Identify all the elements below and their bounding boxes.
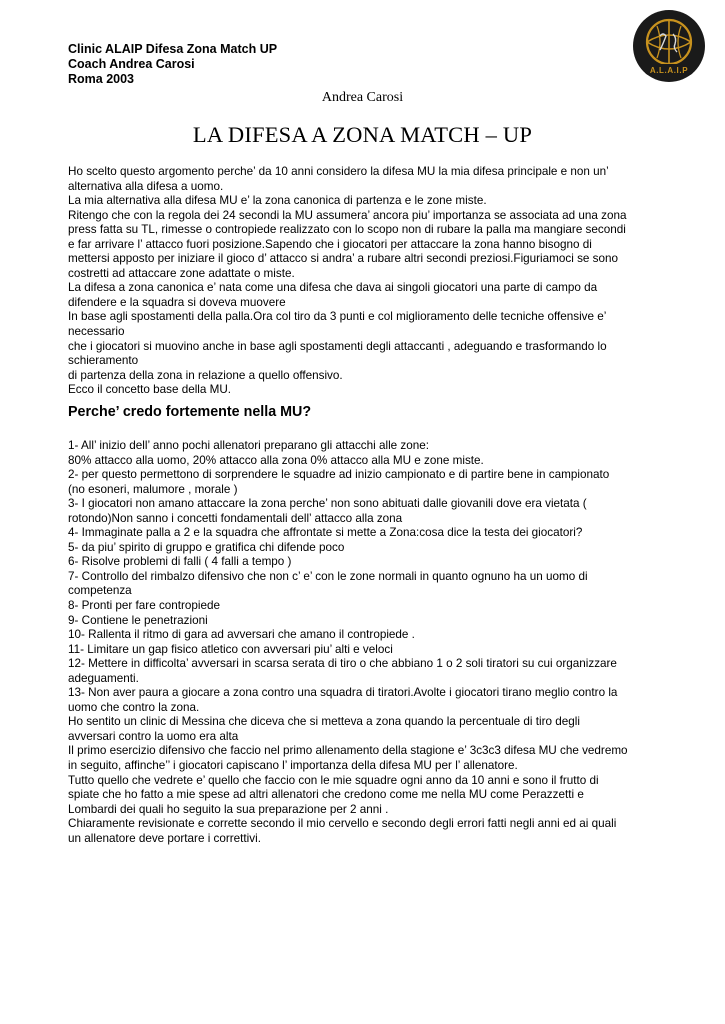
body-text-line: spiate che ho fatto a mie spese ad altri allenatori che credono come me nella MU come Perazzetti e	[68, 788, 584, 802]
intro-text-line: La difesa a zona canonica e’ nata come una difesa che dava ai singoli giocatori una parte di campo da	[68, 281, 598, 295]
intro-text-line: alternativa alla difesa a uomo.	[68, 179, 224, 193]
body-text-line: rotondo)Non sanno i concetti fondamentali dell’ attacco alla zona	[68, 511, 403, 525]
alaip-logo	[633, 10, 705, 82]
body-text-line: uomo che contro la zona.	[68, 700, 200, 714]
intro-text-line: che i giocatori si muovino anche in base agli spostamenti degli attaccanti , adeguando e trasformando lo	[68, 339, 607, 353]
alaip-basketball-logo-icon	[633, 10, 705, 82]
body-text-line: Chiaramente revisionate e corrette secondo il mio cervello e secondo degli errori fatti negli anni ed ai quali	[68, 817, 617, 831]
document-header	[68, 42, 277, 87]
body-text-line: Ho sentito un clinic di Messina che diceva che si metteva a zona quando la percentuale di tiro degli	[68, 715, 580, 729]
body-text-line: competenza	[68, 584, 132, 598]
body-text-line: 13- Non aver paura a giocare a zona contro una squadra di tiratori.Avolte i giocatori tirano meglio contro la	[68, 686, 618, 700]
intro-text-line: e far arrivare l’ attacco fuori posizione.Sapendo che i giocatori per attaccare la zona hanno bisogno di	[68, 237, 592, 251]
header-place-year: Roma 2003	[68, 72, 135, 86]
intro-text-line: Ho scelto questo argomento perche’ da 10 anni considero la difesa MU la mia difesa principale e non un’	[68, 165, 609, 178]
body-text-line: 1- All’ inizio dell’ anno pochi allenatori preparano gli attacchi alle zone:	[68, 439, 430, 452]
body-text-line: 12- Mettere in difficolta’ avversari in scarsa serata di tiro o che abbiano 1 o 2 soli tiratori su cui organizzare	[68, 657, 617, 671]
body-text-line: 4- Immaginate palla a 2 e la squadra che affrontate si mette a Zona:cosa dice la testa dei giocatori?	[68, 526, 583, 540]
intro-text-line: Ecco il concetto base della MU.	[68, 383, 232, 397]
intro-text-line: press fatta su TL, rimesse o contropiede realizzato con lo scopo non di rubare la palla ma mangiare secondi	[68, 223, 626, 237]
intro-text-line: Ritengo che con la regola dei 24 secondi la MU assumera’ ancora piu’ importanza se associata ad una zona	[68, 208, 627, 222]
body-text-line: avversari contro la uomo era alta	[68, 729, 239, 743]
body-text-line: (no esoneri, malumore , morale )	[68, 482, 238, 496]
document-title: LA DIFESA A ZONA MATCH – UP	[192, 122, 533, 147]
body-text-line: Lombardi dei quali ho seguito la sua preparazione per 2 anni .	[68, 802, 389, 816]
intro-text-line: costretti ad attaccare zone adattate o miste.	[68, 266, 295, 280]
body-text-line: in seguito, affinche’’ i giocatori capiscano l’ importanza della difesa MU per l’ allenatore.	[68, 759, 518, 773]
header-clinic-title: Clinic ALAIP Difesa Zona Match UP	[68, 42, 278, 56]
intro-paragraph	[68, 165, 658, 398]
body-text-line: un allenatore deve portare i correttivi.	[68, 831, 261, 845]
body-text-line: 6- Risolve problemi di falli ( 4 falli a tempo )	[68, 555, 292, 569]
intro-text-line: mettersi apposto per iniziare il gioco d’ attacco si andra’ a rubare altri secondi preziosi.Figuriamoci se sono	[68, 252, 619, 266]
author-name: Andrea Carosi	[321, 90, 404, 105]
intro-text-line: schieramento	[68, 354, 139, 368]
body-text-line: Tutto quello che vedrete e’ quello che faccio con le mie squadre ogni anno da 10 anni e sono il frutto di	[68, 773, 599, 787]
body-text-line: 80% attacco alla uomo, 20% attacco alla zona 0% attacco alla MU e zone miste.	[68, 453, 484, 467]
body-text-line: 8- Pronti per fare contropiede	[68, 599, 221, 613]
body-text-line: 5- da piu’ spirito di gruppo e gratifica chi difende poco	[68, 540, 345, 554]
body-text-line: 7- Controllo del rimbalzo difensivo che non c’ e’ con le zone normali in quanto ognuno ha un uomo di	[68, 569, 588, 583]
intro-text-line: necessario	[68, 325, 125, 339]
header-coach-name: Coach Andrea Carosi	[68, 57, 195, 71]
body-text-line: 11- Limitare un gap fisico atletico con avversari piu’ alti e veloci	[68, 642, 393, 656]
body-text-line: 10- Rallenta il ritmo di gara ad avversari che amano il contropiede .	[68, 628, 415, 642]
section-heading: Perche’ credo fortemente nella MU?	[68, 404, 312, 420]
body-text-line: 3- I giocatori non amano attaccare la zona perche’ non sono abituati dalle giovanili dove era vietata (	[68, 497, 587, 511]
body-text-line: 9- Contiene le penetrazioni	[68, 613, 208, 627]
body-text-line: Il primo esercizio difensivo che faccio nel primo allenamento della stagione e’ 3c3c3 difesa MU che vedremo	[68, 744, 628, 758]
intro-text-line: La mia alternativa alla difesa MU e’ la zona canonica di partenza e le zone miste.	[68, 194, 487, 208]
body-text-line: adeguamenti.	[68, 671, 139, 685]
intro-text-line: difendere e la squadra si doveva muovere	[68, 295, 286, 309]
reasons-list	[68, 439, 668, 846]
intro-text-line: In base agli spostamenti della palla.Ora col tiro da 3 punti e col miglioramento delle tecniche offensive e’	[68, 310, 607, 324]
body-text-line: 2- per questo permettono di sorprendere le squadre ad inizio campionato e di partire bene in campionato	[68, 468, 610, 482]
logo-lettering: A.L.A.I.P	[649, 66, 689, 75]
intro-text-line: di partenza della zona in relazione a quello offensivo.	[68, 368, 343, 382]
